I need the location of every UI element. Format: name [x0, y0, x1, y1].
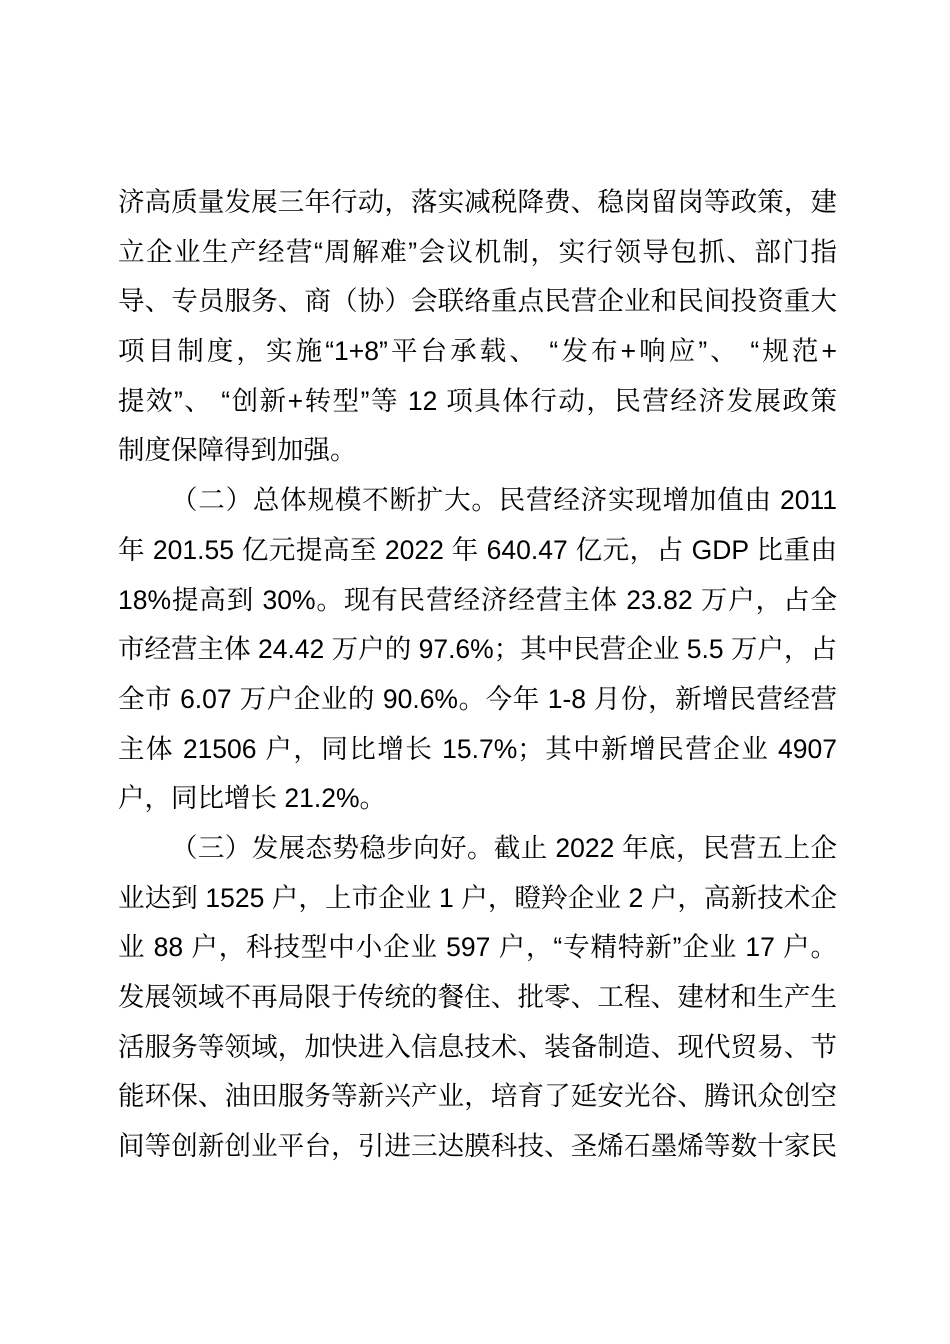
paragraph-3-development-trend	[118, 824, 837, 1172]
paragraph-policy-support-continued	[118, 178, 837, 476]
text-line: 间等创新创业平台，引进三达膜科技、圣烯石墨烯等数十家民	[118, 1131, 837, 1162]
text-line: 市经营主体 24.42 万户的 97.6%；其中民营企业 5.5 万户，占	[118, 634, 837, 665]
paragraph-2-overall-scale	[118, 476, 837, 824]
text-line: 导、专员服务、商（协）会联络重点民营企业和民间投资重大	[118, 286, 837, 317]
text-line: （二）总体规模不断扩大。民营经济实现增加值由 2011	[171, 485, 837, 516]
text-line: 济高质量发展三年行动，落实减税降费、稳岗留岗等政策，建	[118, 187, 837, 217]
text-line: （三）发展态势稳步向好。截止 2022 年底，民营五上企	[171, 832, 837, 863]
text-line: 户，同比增长 21.2%。	[118, 783, 387, 814]
text-line: 业 88 户，科技型中小企业 597 户，“专精特新”企业 17 户。	[118, 932, 837, 963]
text-line: 18%提高到 30%。现有民营经济经营主体 23.82 万户，占全	[118, 584, 837, 615]
text-line: 提效”、 “创新+转型”等 12 项具体行动，民营经济发展政策	[118, 385, 837, 416]
text-line: 发展领域不再局限于传统的餐住、批零、工程、建材和生产生	[118, 982, 837, 1012]
text-line: 项目制度，实施“1+8”平台承载、 “发布+响应”、 “规范+	[118, 336, 837, 367]
text-line: 业达到 1525 户，上市企业 1 户，瞪羚企业 2 户，高新技术企	[118, 882, 837, 913]
text-line: 年 201.55 亿元提高至 2022 年 640.47 亿元，占 GDP 比重由	[118, 534, 837, 565]
text-line: 能环保、油田服务等新兴产业，培育了延安光谷、腾讯众创空	[118, 1081, 837, 1112]
text-line: 主体 21506 户，同比增长 15.7%；其中新增民营企业 4907	[118, 733, 837, 764]
text-line: 立企业生产经营“周解难”会议机制，实行领导包抓、部门指	[118, 236, 837, 267]
text-line: 全市 6.07 万户企业的 90.6%。今年 1-8 月份，新增民营经营	[118, 683, 837, 714]
document-text-block	[118, 178, 837, 1172]
text-line: 制度保障得到加强。	[118, 435, 357, 466]
text-line: 活服务等领域，加快进入信息技术、装备制造、现代贸易、节	[118, 1031, 837, 1062]
